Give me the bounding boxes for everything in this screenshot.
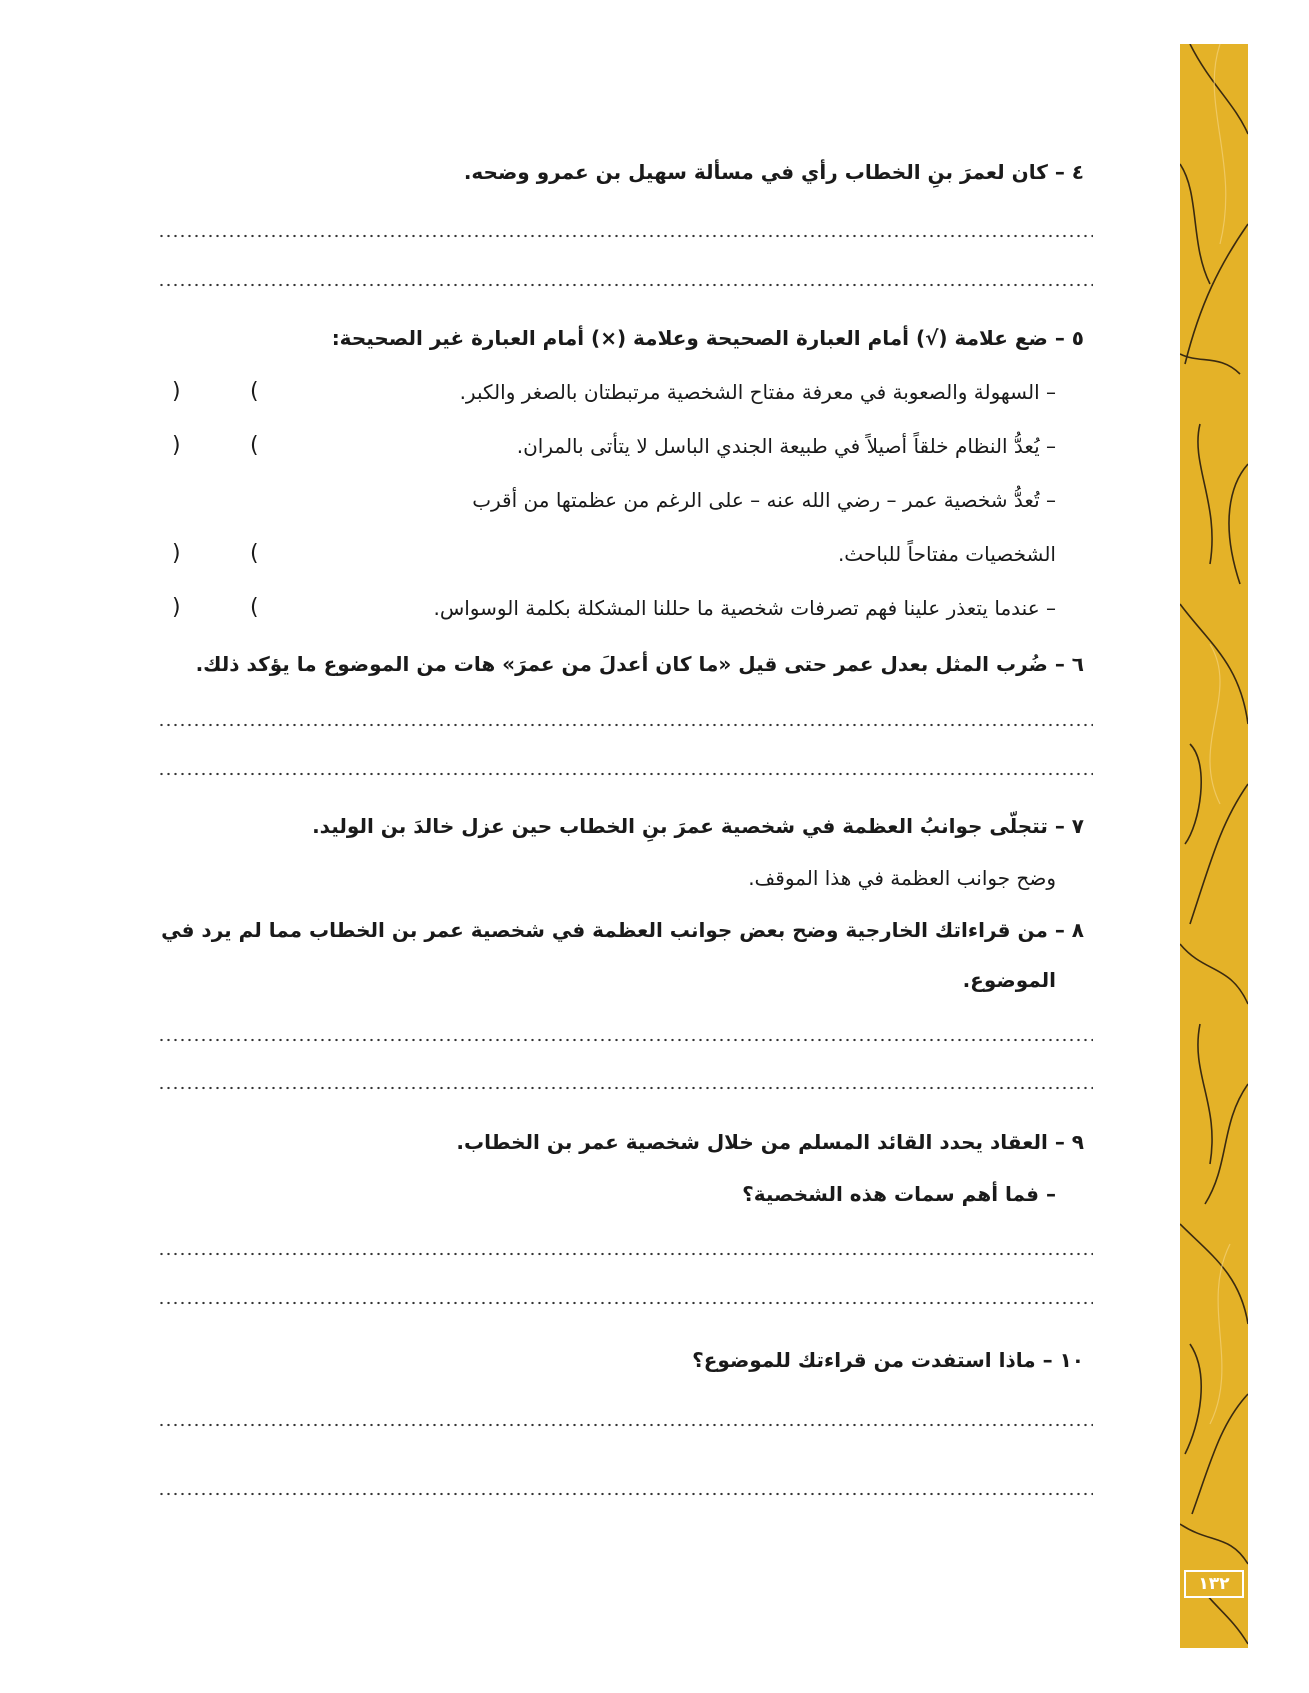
answer-paren-close[interactable]: ) (172, 433, 181, 458)
question-8-number: ٨ – (1054, 918, 1084, 942)
answer-line[interactable] (158, 1301, 1093, 1305)
true-false-statement: – عندما يتعذر علينا فهم تصرفات شخصية ما حللنا المشكلة بكلمة الوسواس. (433, 596, 1056, 620)
answer-paren-open[interactable]: ( (250, 433, 259, 458)
true-false-statement-continued: الشخصيات مفتاحاً للباحث. (837, 542, 1056, 566)
answer-line[interactable] (158, 1086, 1093, 1090)
question-7 (312, 812, 1084, 840)
question-10-number: ١٠ – (1042, 1348, 1084, 1372)
decorative-side-strip (1180, 44, 1248, 1648)
question-8 (161, 916, 1084, 944)
question-10 (692, 1346, 1084, 1374)
question-7-text: تتجلّى جوانبُ العظمة في شخصية عمرَ بنِ الخطاب حين عزل خالدَ بن الوليد. (312, 814, 1048, 838)
question-4-number: ٤ – (1054, 160, 1084, 184)
answer-line[interactable] (158, 283, 1093, 287)
question-8-continued: الموضوع. (962, 968, 1056, 992)
question-10-text: ماذا استفدت من قراءتك للموضوع؟ (692, 1348, 1036, 1372)
answer-line[interactable] (158, 1423, 1093, 1427)
strip-pattern-icon (1180, 44, 1248, 1648)
true-false-statement: – تُعدُّ شخصية عمر – رضي الله عنه – على الرغم من عظمتها من أقرب (472, 488, 1056, 512)
answer-paren-open[interactable]: ( (250, 541, 259, 566)
answer-line[interactable] (158, 723, 1093, 727)
answer-paren-close[interactable]: ) (172, 541, 181, 566)
answer-paren-close[interactable]: ) (172, 595, 181, 620)
question-4 (464, 158, 1084, 186)
question-6 (196, 650, 1084, 678)
answer-line[interactable] (158, 1038, 1093, 1042)
answer-paren-close[interactable]: ) (172, 379, 181, 404)
question-6-text: ضُرب المثل بعدل عمر حتى قيل «ما كان أعدلَ من عمرَ» هات من الموضوع ما يؤكد ذلك. (195, 652, 1048, 676)
true-false-statement: – السهولة والصعوبة في معرفة مفتاح الشخصية مرتبطتان بالصغر والكبر. (459, 380, 1056, 404)
question-5 (332, 324, 1084, 352)
question-8-text: من قراءاتك الخارجية وضح بعض جوانب العظمة في شخصية عمر بن الخطاب مما لم يرد في (161, 918, 1048, 942)
question-7-subtext: وضح جوانب العظمة في هذا الموقف. (748, 866, 1056, 890)
question-9-text: العقاد يحدد القائد المسلم من خلال شخصية عمر بن الخطاب. (456, 1130, 1048, 1154)
answer-paren-open[interactable]: ( (250, 595, 259, 620)
page-number: ١٣٢ (1184, 1570, 1244, 1598)
true-false-statement: – يُعدُّ النظام خلقاً أصيلاً في طبيعة الجندي الباسل لا يتأتى بالمران. (516, 434, 1056, 458)
answer-line[interactable] (158, 1252, 1093, 1256)
question-5-number: ٥ – (1054, 326, 1084, 350)
question-9-subtext: – فما أهم سمات هذه الشخصية؟ (742, 1182, 1056, 1206)
question-6-number: ٦ – (1054, 652, 1084, 676)
question-9 (456, 1128, 1084, 1156)
question-5-text: ضع علامة (√) أمام العبارة الصحيحة وعلامة (×) أمام العبارة غير الصحيحة: (331, 326, 1048, 350)
answer-line[interactable] (158, 772, 1093, 776)
answer-paren-open[interactable]: ( (250, 379, 259, 404)
answer-line[interactable] (158, 1492, 1093, 1496)
question-9-number: ٩ – (1054, 1130, 1084, 1154)
answer-line[interactable] (158, 234, 1093, 238)
question-4-text: كان لعمرَ بنِ الخطاب رأي في مسألة سهيل بن عمرو وضحه. (463, 160, 1048, 184)
question-7-number: ٧ – (1054, 814, 1084, 838)
